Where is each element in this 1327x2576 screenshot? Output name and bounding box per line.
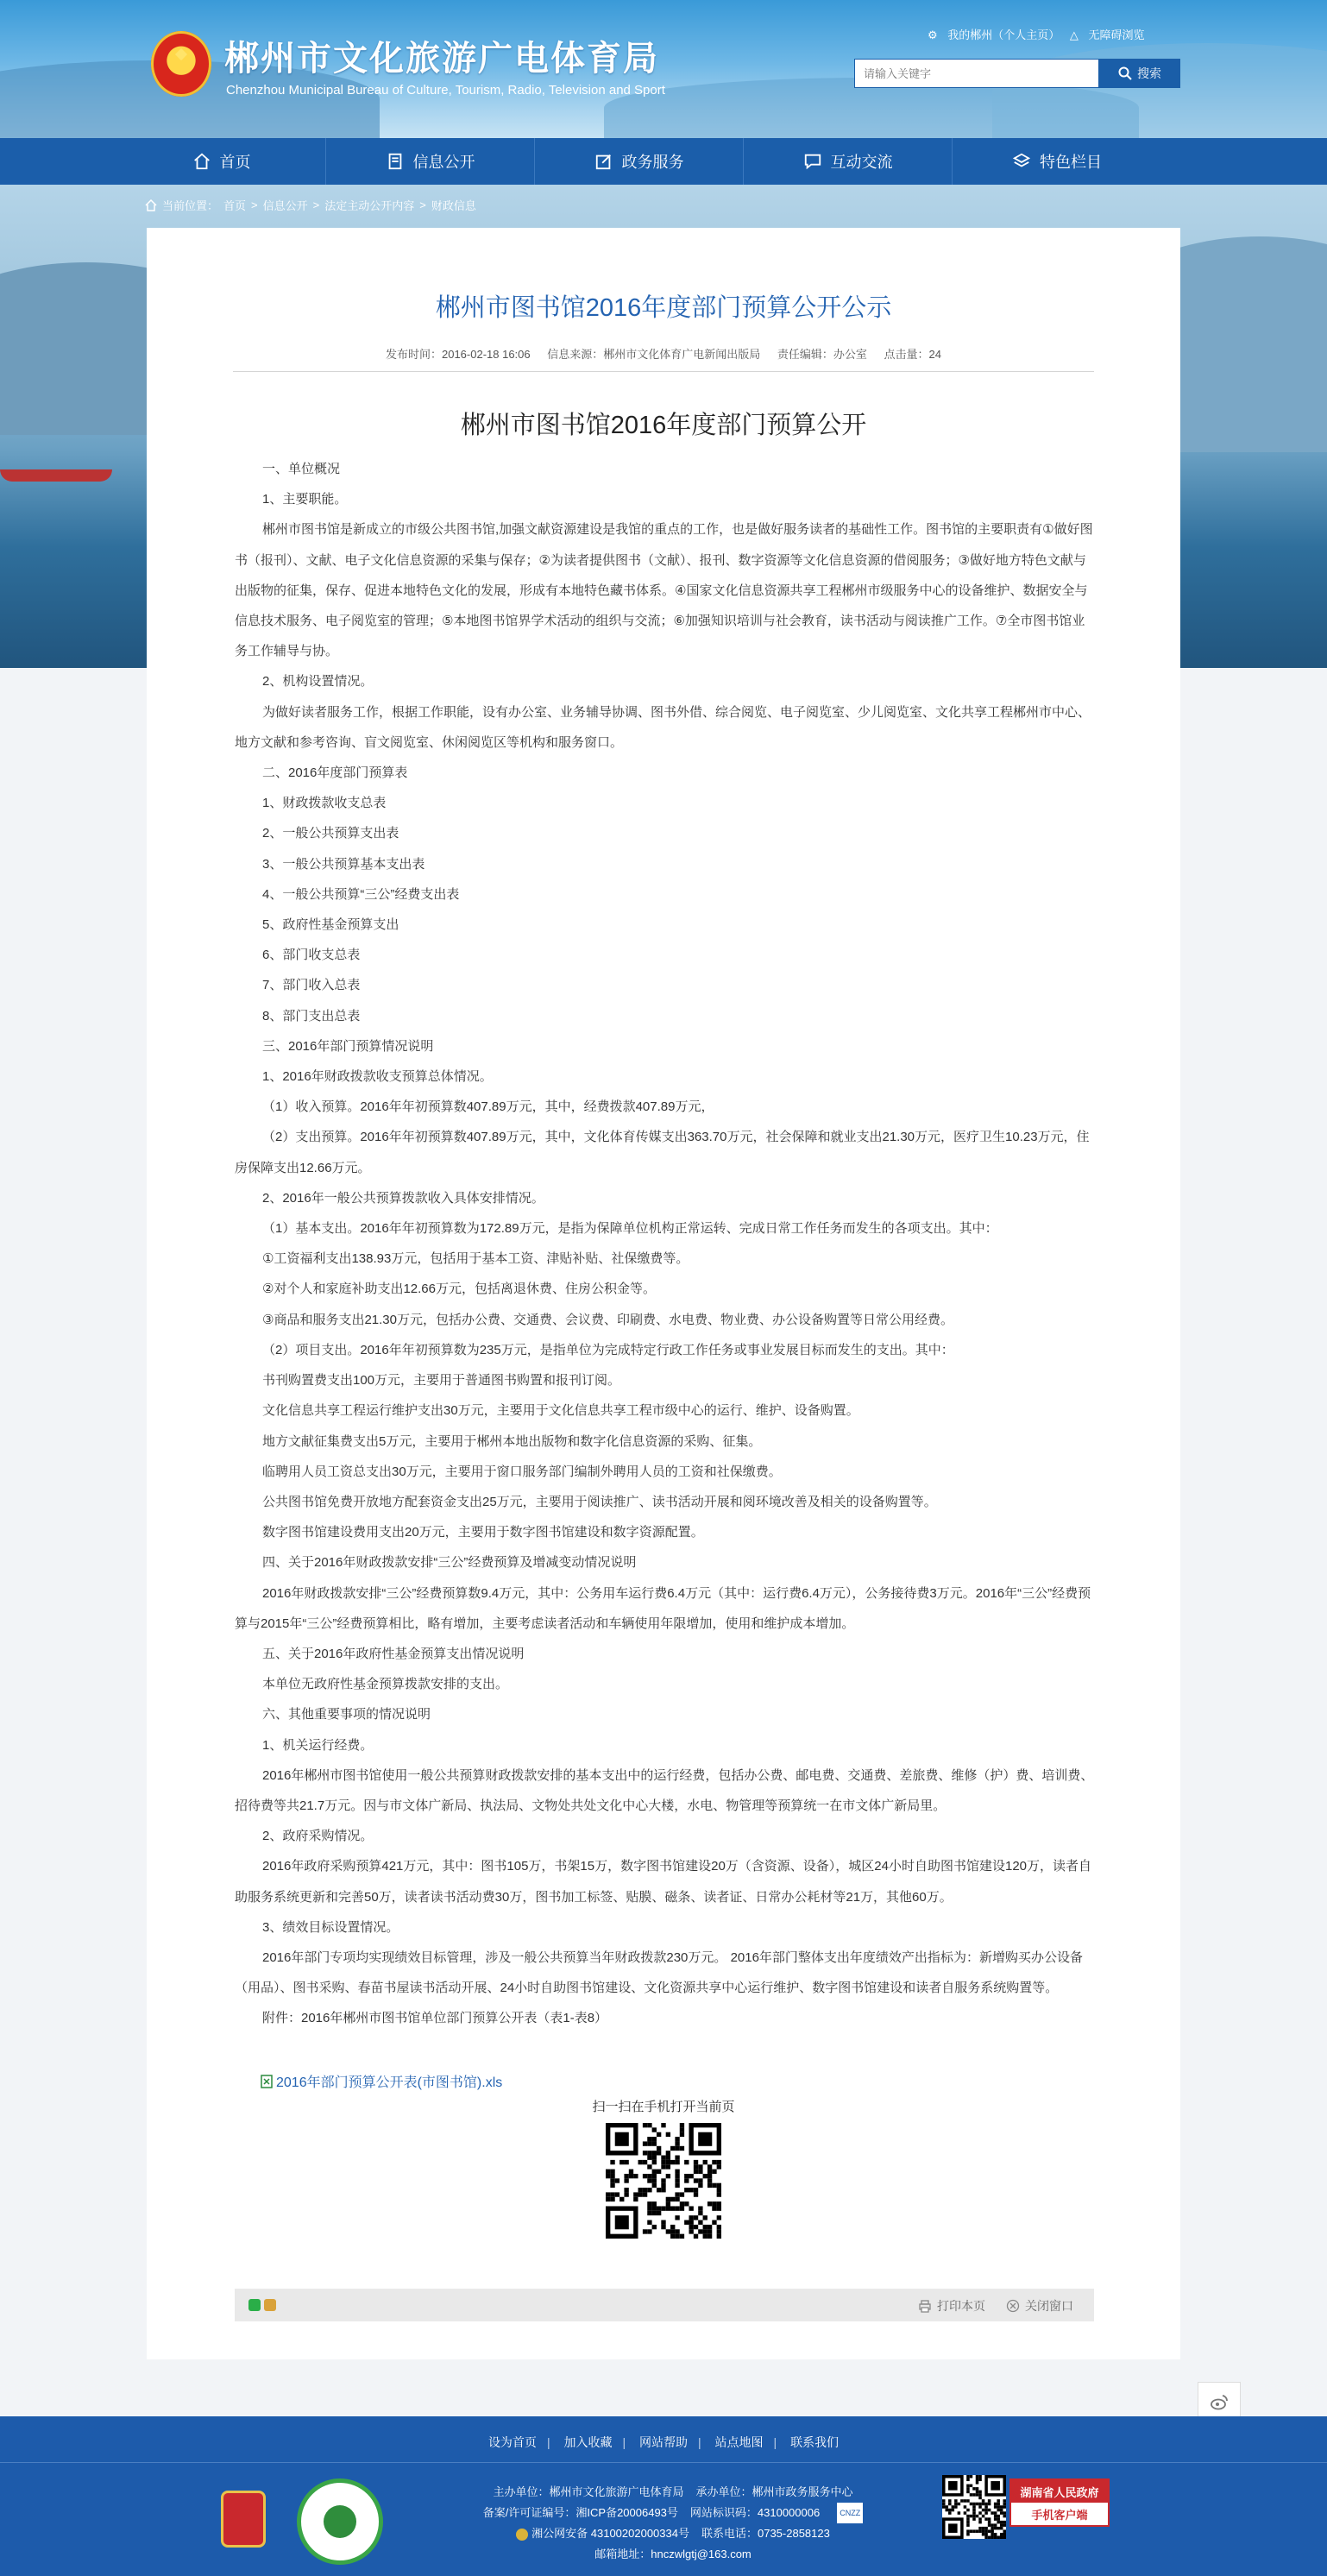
footer-qr-code (942, 2475, 1006, 2539)
article-paragraph: 2016年部门专项均实现绩效目标管理，涉及一般公共预算当年财政拨款230万元。 2016年部门整体支出年度绩效产出指标为：新增购买办公设备（用品）、图书采购、春苗书屋读书活动开展、24小时自助图书馆建设、文化资源共享中心运行维护、数字图书馆建设和读者自服务系统购置等。 (235, 1949, 1083, 1996)
breadcrumb-home[interactable]: 首页 (223, 199, 247, 212)
article-paragraph: 2、2016年一般公共预算拨款收入具体安排情况。 (262, 1190, 544, 1206)
accessibility-icon: △ (1069, 28, 1079, 41)
gov-app-subtitle: 手机客户端 (1031, 2508, 1088, 2522)
document-icon (386, 152, 405, 171)
article-paragraph: 2016年财政拨款安排“三公”经费预算数9.4万元，其中：公务用车运行费6.4万元（其中：运行费6.4万元），公务接待费3万元。2016年“三公”经费预算与2015年“三公”经费预算相比，略有增加，主要考虑读者活动和车辆使用年限增加，使用和维护成本增加。 (235, 1585, 1091, 1631)
info-source: 信息来源：郴州市文化体育广电新闻出版局 (547, 348, 761, 361)
weibo-icon[interactable] (264, 2299, 276, 2311)
print-button[interactable] (918, 2297, 985, 2315)
close-window-button[interactable] (1006, 2297, 1073, 2315)
article-paragraph: 五、关于2016年政府性基金预算支出情况说明 (262, 1646, 525, 1661)
article-body (235, 454, 1096, 2034)
document-heading: 郴州市图书馆2016年度部门预算公开 (460, 412, 867, 439)
cnzz-badge[interactable]: CNZZ (837, 2503, 863, 2523)
breadcrumb-separator: > (251, 198, 258, 211)
article-paragraph: （1）基本支出。2016年年初预算数为172.89万元，是指为保障单位机构正常运转、完成日常工作任务而发生的各项支出。其中： (262, 1221, 998, 1237)
article-paragraph: 书刊购置费支出100万元，主要用于普通图书购置和报刊订阅。 (262, 1373, 621, 1389)
footer-info (449, 2482, 897, 2565)
nav-item-info[interactable] (326, 138, 535, 185)
home-icon (145, 199, 157, 211)
article-paragraph: 四、关于2016年财政拨款安排“三公”经费预算及增减变动情况说明 (262, 1555, 637, 1571)
site-title[interactable]: 郴州市文化旅游广电体育局 (224, 40, 659, 78)
site-subtitle: Chenzhou Municipal Bureau of Culture, Tourism, Radio, Television and Sport (226, 83, 665, 98)
site-header (0, 0, 1327, 138)
footer-link-favorite[interactable]: 加入收藏 (563, 2435, 613, 2449)
nav-item-interaction[interactable] (744, 138, 953, 185)
sponsor: 主办单位：郴州市文化旅游广电体育局 (493, 2485, 684, 2498)
breadcrumb (145, 197, 476, 213)
article-paragraph: 临聘用人员工资总支出30万元，主要用于窗口服务部门编制外聘用人员的工资和社保缴费。 (262, 1464, 782, 1479)
gov-app-title: 湖南省人民政府 (1011, 2480, 1108, 2503)
search-box (854, 59, 1180, 88)
article-paragraph: 郴州市图书馆是新成立的市级公共图书馆,加强文献资源建设是我馆的重点的工作，也是做好服务读者的基础性工作。图书馆的主要职责有①做好图书（报刊）、文献、电子文化信息资源的采集与保存；②为读者提供图书（文献）、报刊、数字资源等文化信息资源的借阅服务；③做好地方特色文献与出版物的征集，保存、促进本地特色文化的发展，形成有本地特色藏书体系。④国家文化信息资源共享工程郴州市级服务中心的设备维护、数据安全与信息技术服务、电子阅览室的管理；⑤本地图书馆界学术活动的组织与交流；⑥加强知识培训与社会教育，读书活动与阅读推广工作。⑦全市图书馆业务工作辅导与协。 (235, 522, 1093, 659)
article-paragraph: 2016年政府采购预算421万元，其中：图书105万，书架15万，数字图书馆建设20万（含资源、设备），城区24小时自助图书馆建设120万，读者自助服务系统更新和完善50万，读者读书活动费30万，图书加工标签、贴膜、磁条、读者证、日常办公耗材等21万，其他60万。 (235, 1859, 1092, 1905)
nav-label: 互动交流 (830, 154, 893, 171)
hunan-gov-app-badge[interactable] (1009, 2478, 1110, 2527)
breadcrumb-separator: > (419, 198, 426, 211)
article-paragraph: 1、2016年财政拨款收支预算总体情况。 (262, 1069, 493, 1085)
article-paragraph: 六、其他重要事项的情况说明 (262, 1707, 431, 1723)
top-links (928, 26, 1152, 42)
article-paragraph: 3、绩效目标设置情况。 (262, 1919, 399, 1935)
breadcrumb-finance[interactable]: 财政信息 (431, 199, 476, 212)
national-emblem-logo[interactable] (151, 31, 211, 97)
article-paragraph: 6、部门收支总表 (262, 948, 361, 963)
article-paragraph: 2、政府采购情况。 (262, 1829, 374, 1844)
print-label: 打印本页 (937, 2299, 985, 2313)
search-button[interactable] (1099, 59, 1180, 88)
breadcrumb-prefix: 当前位置： (162, 199, 219, 212)
search-icon (1118, 66, 1132, 80)
breadcrumb-info[interactable]: 信息公开 (262, 199, 308, 212)
article-paragraph: （1）收入预算。2016年年初预算数407.89万元，其中，经费拨款407.89万元， (262, 1099, 714, 1115)
breadcrumb-statutory[interactable]: 法定主动公开内容 (324, 199, 415, 212)
article-paragraph: 7、部门收入总表 (262, 978, 361, 993)
article-paragraph: 1、财政拨款收支总表 (262, 796, 387, 811)
user-icon: ⚙ (928, 28, 938, 41)
attachment-label: 2016年部门预算公开表(市图书馆).xls (276, 2075, 503, 2090)
footer-divider (0, 2462, 1327, 2463)
icp-number[interactable]: 备案/许可证编号：湘ICP备20006493号 (482, 2506, 678, 2519)
article-paragraph: 2、一般公共预算支出表 (262, 826, 399, 841)
civilized-city-badge[interactable] (297, 2478, 383, 2565)
chat-icon (803, 152, 822, 171)
site-code: 网站标识码：4310000006 (689, 2506, 821, 2519)
article-paragraph: 5、政府性基金预算支出 (262, 917, 399, 933)
article-paragraph: 1、机关运行经费。 (262, 1737, 374, 1753)
article-paragraph: 文化信息共享工程运行维护支出30万元，主要用于文化信息共享工程市级中心的运行、维护、设备购置。 (262, 1403, 859, 1419)
nav-item-services[interactable] (535, 138, 744, 185)
top-link-accessibility[interactable]: 无障碍浏览 (1088, 28, 1145, 41)
article-paragraph: 2016年郴州市图书馆使用一般公共预算财政拨款安排的基本支出中的运行经费，包括办公费、邮电费、交通费、差旅费、维修（护）费、培训费、招待费等共21.7万元。因与市文体广新局、执法局、文物处共处文化中心大楼，水电、物管理等预算统一在市文体广新局里。 (235, 1767, 1094, 1813)
share-toolbar (235, 2289, 1094, 2321)
police-record[interactable]: 湘公网安备 43100202000334号 (531, 2527, 689, 2540)
footer-link-sitemap[interactable]: 站点地图 (714, 2435, 764, 2449)
breadcrumb-separator: > (312, 198, 320, 211)
wechat-icon[interactable] (248, 2299, 261, 2311)
share-icons (248, 2299, 276, 2311)
article-paragraph: 4、一般公共预算“三公”经费支出表 (262, 886, 460, 902)
article-paragraph: 3、一般公共预算基本支出表 (262, 856, 425, 872)
article-paragraph: 1、主要职能。 (262, 492, 348, 507)
main-nav (0, 138, 1327, 185)
page-qr-code (606, 2123, 721, 2239)
edit-icon (594, 152, 613, 171)
nav-item-home[interactable] (117, 138, 326, 185)
printer-icon (918, 2299, 932, 2313)
article-paragraph: ①工资福利支出138.93万元，包括用于基本工资、津贴补贴、社保缴费等。 (262, 1251, 689, 1267)
footer-link-contact[interactable]: 联系我们 (790, 2435, 840, 2449)
nav-label: 特色栏目 (1040, 154, 1102, 171)
article-paragraph: （2）项目支出。2016年年初预算数为235万元，是指单位为完成特定行政工作任务或事业发展目标而发生的支出。其中： (262, 1342, 954, 1357)
police-badge-icon (516, 2529, 528, 2541)
footer-link-help[interactable]: 网站帮助 (639, 2435, 688, 2449)
article-paragraph: 地方文献征集费支出5万元，主要用于郴州本地出版物和数字化信息资源的采购、征集。 (262, 1433, 762, 1449)
article-paragraph: 8、部门支出总表 (262, 1008, 361, 1023)
excel-file-icon (261, 2075, 273, 2088)
article-paragraph: 附件：2016年郴州市图书馆单位部门预算公开表（表1-表8） (262, 2011, 608, 2026)
top-link-my-chenzhou[interactable]: 我的郴州（个人主页） (947, 28, 1060, 41)
home-icon (192, 152, 211, 171)
search-button-label: 搜索 (1137, 66, 1161, 80)
view-count: 点击量：24 (884, 348, 942, 361)
article-paragraph: 公共图书馆免费开放地方配套资金支出25万元，主要用于阅读推广、读书活动开展和阅环境改善及相关的设备购置等。 (262, 1494, 937, 1509)
footer-link-set-home[interactable]: 设为首页 (487, 2435, 537, 2449)
article-paragraph: 二、2016年度部门预算表 (262, 765, 408, 781)
article-paragraph: 数字图书馆建设费用支出20万元，主要用于数字图书馆建设和数字资源配置。 (262, 1525, 704, 1540)
article-title: 郴州市图书馆2016年度部门预算公开公示 (435, 294, 892, 322)
article-paragraph: 2、机构设置情况。 (262, 674, 374, 690)
close-label: 关闭窗口 (1025, 2299, 1073, 2313)
editor: 责任编辑：办公室 (777, 348, 867, 361)
contact-email: 邮箱地址：hnczwlgtj@163.com (594, 2548, 752, 2560)
party-government-badge[interactable] (221, 2491, 266, 2548)
article-paragraph: 本单位无政府性基金预算拨款安排的支出。 (262, 1677, 509, 1692)
site-footer (0, 2416, 1327, 2576)
nav-label: 政务服务 (621, 154, 684, 171)
article-paragraph: 三、2016年部门预算情况说明 (262, 1038, 434, 1054)
article-paragraph: 为做好读者服务工作，根据工作职能，设有办公室、业务辅导协调、图书外借、综合阅览、电子阅览室、少儿阅览室、文化共享工程郴州市中心、地方文献和参考咨询、盲文阅览室、休闲阅览区等机构和服务窗口。 (235, 704, 1091, 750)
contact-phone: 联系电话：0735-2858123 (701, 2527, 830, 2540)
boat (0, 469, 112, 482)
nav-label: 首页 (219, 154, 251, 171)
article-container (147, 228, 1180, 2359)
article-paragraph: ②对个人和家庭补助支出12.66万元，包括离退休费、住房公积金等。 (262, 1282, 656, 1297)
article-paragraph: （2）支出预算。2016年年初预算数407.89万元，其中，文化体育传媒支出363.70万元，社会保障和就业支出21.30万元，医疗卫生10.23万元，住房保障支出12.66万元。 (235, 1130, 1090, 1175)
qr-caption: 扫一扫在手机打开当前页 (592, 2100, 735, 2114)
divider (233, 371, 1094, 372)
organizer: 承办单位：郴州市政务服务中心 (695, 2485, 853, 2498)
attachment-link[interactable] (261, 2071, 502, 2091)
publish-time: 发布时间：2016-02-18 16:06 (385, 348, 531, 361)
close-icon (1006, 2299, 1020, 2313)
layers-icon (1012, 152, 1031, 171)
article-paragraph: 一、单位概况 (262, 462, 341, 476)
weibo-icon (1209, 2392, 1230, 2413)
article-meta (147, 345, 1180, 362)
nav-item-featured[interactable] (953, 138, 1161, 185)
header-mountain (992, 43, 1327, 138)
article-paragraph: ③商品和服务支出21.30万元，包括办公费、交通费、会议费、印刷费、水电费、物业费、办公设备购置等日常公用经费。 (262, 1312, 953, 1327)
nav-label: 信息公开 (412, 154, 475, 171)
footer-links: 设为首页 | 加入收藏 | 网站帮助 | 站点地图 | 联系我们 (487, 2435, 840, 2449)
search-input[interactable] (854, 59, 1099, 88)
